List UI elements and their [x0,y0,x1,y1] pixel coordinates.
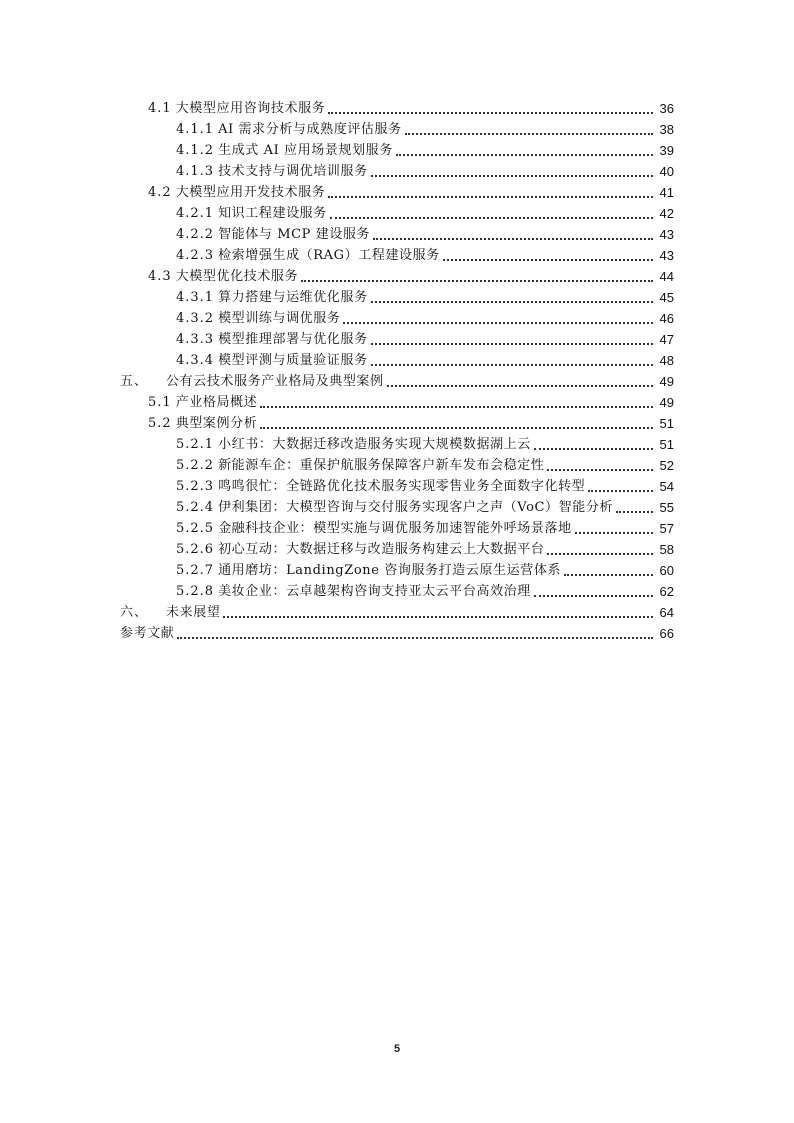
toc-leader-dots [373,238,653,240]
toc-entry-number: 4.2 [148,185,172,200]
toc-entry-title: 伊利集团：大模型咨询与交付服务实现客户之声（VoC）智能分析 [218,500,614,515]
toc-entry-number: 4.3.3 [176,332,215,347]
toc-entry-page: 38 [659,122,674,137]
toc-entry-number: 5.2.2 [176,458,215,473]
toc-entry-page: 49 [659,374,674,389]
toc-entry-title: 模型推理部署与优化服务 [218,332,368,347]
toc-entry-number: 六、 [120,605,149,620]
toc-leader-dots [260,427,653,429]
toc-entry-title: 典型案例分析 [175,416,258,431]
toc-entry-title: 参考文献 [120,626,175,641]
toc-entry-page: 48 [659,353,674,368]
toc-leader-dots [405,133,653,135]
toc-entry[interactable] [120,600,674,621]
toc-entry-page: 64 [659,605,674,620]
toc-entry[interactable] [148,390,674,411]
toc-leader-dots [343,322,653,324]
toc-leader-dots [177,637,653,639]
toc-entry-number: 4.2.2 [176,227,215,242]
toc-entry-title: 算力搭建与运维优化服务 [218,290,368,305]
toc-entry-number: 4.3.4 [176,353,215,368]
toc-entry[interactable] [120,621,674,642]
page-number: 5 [393,1043,401,1055]
toc-entry-number: 5.2.8 [176,584,215,599]
toc-entry-number: 5.1 [148,395,172,410]
toc-entry-title: 公有云技术服务产业格局及典型案例 [166,374,384,389]
toc-entry[interactable] [176,537,674,558]
toc-leader-dots [534,595,653,597]
toc-entry-number: 4.2.3 [176,248,215,263]
toc-entry[interactable] [176,348,674,369]
toc-entry-page: 52 [659,458,674,473]
toc-entry-title: 新能源车企：重保护航服务保障客户新车发布会稳定性 [218,458,545,473]
toc-leader-dots [616,511,653,513]
toc-leader-dots [387,385,653,387]
toc-leader-dots [371,343,653,345]
toc-entry-page: 47 [659,332,674,347]
toc-entry-number: 5.2 [148,416,172,431]
toc-entry-title: 美妆企业：云卓越架构咨询支持亚太云平台高效治理 [218,584,531,599]
toc-entry[interactable] [176,159,674,180]
toc-entry[interactable] [148,180,674,201]
toc-entry-title: 模型训练与调优服务 [218,311,341,326]
toc-entry-page: 60 [659,563,674,578]
toc-leader-dots [301,280,653,282]
toc-leader-dots [328,196,653,198]
toc-entry-page: 43 [659,227,674,242]
toc-entry-page: 51 [659,416,674,431]
toc-entry[interactable] [176,306,674,327]
toc-entry-number: 4.3.1 [176,290,215,305]
toc-entry-number: 5.2.6 [176,542,215,557]
toc-entry-page: 66 [659,626,674,641]
toc-leader-dots [328,112,653,114]
toc-entry-title: 模型评测与质量验证服务 [218,353,368,368]
toc-entry-number: 4.1.1 [176,122,215,137]
toc-entry-number: 4.3.2 [176,311,215,326]
toc-entry-page: 62 [659,584,674,599]
toc-entry-title: AI 需求分析与成熟度评估服务 [218,122,402,137]
toc-entry-title: 通用磨坊：LandingZone 咨询服务打造云原生运营体系 [218,563,562,578]
toc-entry-page: 42 [659,206,674,221]
toc-entry-title: 小红书：大数据迁移改造服务实现大规模数据湖上云 [218,437,531,452]
toc-entry[interactable] [176,243,674,264]
toc-entry-title: 产业格局概述 [175,395,258,410]
toc-entry[interactable] [176,222,674,243]
toc-entry-title: 未来展望 [166,605,221,620]
toc-entry-title: 鸣鸣很忙：全链路优化技术服务实现零售业务全面数字化转型 [218,479,586,494]
toc-leader-dots [330,217,653,219]
toc-entry[interactable] [148,411,674,432]
toc-leader-dots [588,490,653,492]
toc-entry-title: 知识工程建设服务 [218,206,327,221]
toc-entry-page: 46 [659,311,674,326]
toc-entry-title: 智能体与 MCP 建设服务 [218,227,371,242]
toc-entry[interactable] [176,474,674,495]
toc-entry-title: 生成式 AI 应用场景规划服务 [218,143,393,158]
toc-entry[interactable] [148,96,674,117]
toc-entry-title: 金融科技企业：模型实施与调优服务加速智能外呼场景落地 [218,521,572,536]
toc-leader-dots [564,574,653,576]
toc-entry-page: 55 [659,500,674,515]
toc-entry-title: 大模型应用开发技术服务 [175,185,326,200]
toc-entry-number: 4.3 [148,269,172,284]
toc-entry-title: 检索增强生成（RAG）工程建设服务 [218,248,440,263]
toc-entry[interactable] [176,432,674,453]
toc-entry-number: 五、 [120,374,149,389]
toc-entry-number: 5.2.4 [176,500,215,515]
toc-entry-number: 4.1.3 [176,164,215,179]
toc-entry-number: 5.2.7 [176,563,215,578]
toc-leader-dots [547,553,653,555]
toc-entry-number: 4.1.2 [176,143,215,158]
toc-entry-page: 51 [659,437,674,452]
toc-entry[interactable] [176,495,674,516]
toc-leader-dots [443,259,653,261]
toc-leader-dots [371,175,653,177]
toc-entry-page: 43 [659,248,674,263]
toc-entry-title: 技术支持与调优培训服务 [218,164,368,179]
toc-entry-page: 39 [659,143,674,158]
toc-entry[interactable] [176,285,674,306]
toc-entry-page: 40 [659,164,674,179]
toc-entry[interactable] [176,117,674,138]
toc-entry-page: 49 [659,395,674,410]
toc-entry-title: 大模型优化技术服务 [175,269,299,284]
toc-entry[interactable] [176,558,674,579]
toc-entry-number: 4.1 [148,101,172,116]
toc-entry-number: 5.2.3 [176,479,215,494]
toc-entry[interactable] [176,579,674,600]
toc-entry[interactable] [176,201,674,222]
toc-entry-page: 36 [659,101,674,116]
toc-entry-page: 44 [659,269,674,284]
toc-entry-title: 大模型应用咨询技术服务 [175,101,326,116]
toc-leader-dots [534,448,653,450]
toc-leader-dots [396,154,653,156]
toc-entry[interactable] [176,453,674,474]
toc-leader-dots [371,301,653,303]
toc-entry-number: 4.2.1 [176,206,215,221]
toc-leader-dots [547,469,653,471]
toc-entry[interactable] [176,516,674,537]
toc-leader-dots [371,364,653,366]
toc-entry-number: 5.2.5 [176,521,215,536]
toc-leader-dots [223,616,653,618]
toc-entry-number: 5.2.1 [176,437,215,452]
toc-entry[interactable] [176,327,674,348]
toc-entry[interactable] [176,138,674,159]
toc-entry-title: 初心互动：大数据迁移与改造服务构建云上大数据平台 [218,542,545,557]
toc-entry-page: 54 [659,479,674,494]
toc-entry-page: 58 [659,542,674,557]
toc-leader-dots [260,406,653,408]
toc-leader-dots [575,532,653,534]
toc-entry[interactable] [120,369,674,390]
toc-entry-page: 57 [659,521,674,536]
toc-entry-page: 41 [659,185,674,200]
toc-entry-page: 45 [659,290,674,305]
toc-entry[interactable] [148,264,674,285]
